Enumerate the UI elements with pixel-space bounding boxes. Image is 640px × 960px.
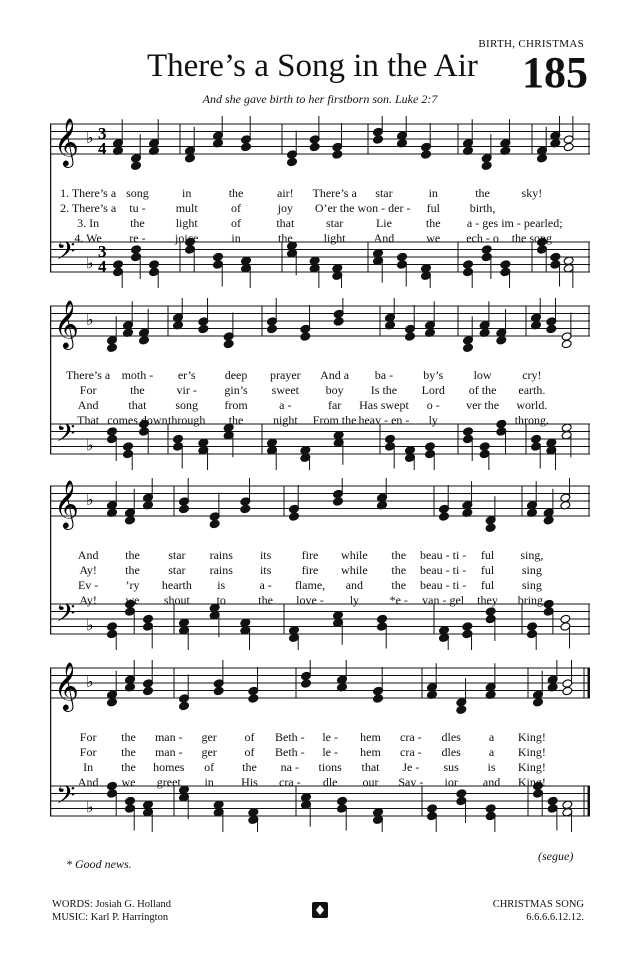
lyric-syllable: There’s a — [312, 186, 357, 200]
lyric-syllable: cra - — [279, 775, 301, 789]
lyric-syllable: er’s — [177, 368, 196, 382]
meter: 6.6.6.6.12.12. — [526, 912, 584, 923]
lyric-syllable: a — [488, 745, 495, 759]
lyric-line-verse-1 — [52, 186, 568, 201]
svg-text:3: 3 — [98, 124, 107, 143]
lyric-syllable: flame, — [294, 578, 326, 592]
lyric-syllable: love - — [296, 593, 324, 607]
lyric-syllable: a - — [279, 398, 292, 412]
lyric-syllable: star — [168, 563, 186, 577]
lyric-syllable: ful — [480, 548, 495, 562]
lyric-syllable: ly — [428, 413, 438, 427]
svg-text:4: 4 — [98, 257, 107, 276]
lyric-syllable: ba - — [374, 368, 394, 382]
lyric-line-verse-3 — [52, 398, 568, 413]
hymn-number: 185 — [522, 48, 588, 97]
lyric-syllable: beau - ti - — [419, 563, 467, 577]
lyric-syllable: and — [345, 578, 364, 592]
lyric-syllable: sky! — [521, 186, 543, 200]
lyric-syllable: van - gel — [422, 593, 465, 607]
lyric-syllable: beau - ti - — [419, 548, 467, 562]
lyric-syllable: of — [244, 730, 255, 744]
lyric-syllable: from — [224, 398, 248, 412]
tune-info — [493, 898, 584, 924]
lyric-syllable: the — [278, 231, 293, 245]
lyric-syllable: boy — [325, 383, 344, 397]
lyric-syllable: gin’s — [224, 383, 248, 397]
lyric-line-verse-2 — [52, 745, 568, 760]
lyric-syllable: the — [391, 563, 407, 577]
lyric-syllable: ly — [349, 593, 360, 607]
lyric-syllable: His — [241, 775, 258, 789]
lyric-syllable: ver the — [466, 398, 500, 412]
lyric-syllable: light — [323, 231, 346, 245]
lyric-syllable: Je - — [402, 760, 420, 774]
lyric-syllable: sing — [521, 578, 542, 592]
lyric-syllable: the — [125, 563, 140, 577]
lyric-syllable: cra - — [400, 730, 422, 744]
lyric-line-verse-2 — [52, 383, 568, 398]
lyric-syllable: na - — [280, 760, 299, 774]
lyric-syllable: star — [375, 186, 393, 200]
lyric-syllable: the — [121, 745, 136, 759]
lyric-syllable: From the — [312, 413, 357, 427]
lyric-syllable: Lie — [375, 216, 392, 230]
lyric-syllable: a - — [259, 578, 272, 592]
lyric-syllable: the — [121, 730, 136, 744]
lyric-syllable: the — [391, 548, 407, 562]
lyric-syllable: while — [341, 563, 368, 577]
lyric-syllable: star — [168, 548, 186, 562]
lyric-syllable: rains — [209, 548, 233, 562]
lyric-syllable: joice — [175, 231, 199, 245]
lyric-syllable: comes down — [107, 413, 168, 427]
lyric-syllable: ful — [480, 563, 495, 577]
words-credit: WORDS: Josiah G. Holland — [52, 899, 171, 910]
lyric-syllable: Is the — [370, 383, 398, 397]
lyric-syllable: 4. We — [74, 231, 102, 245]
lyric-syllable: earth. — [518, 383, 546, 397]
credits — [52, 898, 171, 924]
lyric-line-verse-4 — [52, 413, 568, 428]
lyric-syllable: of — [244, 745, 255, 759]
lyric-syllable: King! — [517, 760, 546, 774]
lyric-syllable: And — [77, 398, 99, 412]
lyric-syllable: the — [228, 186, 244, 200]
lyric-syllable: that — [361, 760, 380, 774]
lyric-syllable: the — [130, 383, 145, 397]
lyric-syllable: air! — [277, 186, 294, 200]
lyric-syllable: the — [121, 760, 136, 774]
lyric-syllable: ger — [201, 745, 217, 759]
lyric-syllable: cry! — [522, 368, 542, 382]
lyric-syllable: to — [216, 593, 226, 607]
lyric-line-verse-4 — [52, 775, 568, 790]
lyric-syllable: low — [473, 368, 492, 382]
lyric-syllable: fire — [301, 563, 319, 577]
lyric-syllable: And a — [320, 368, 350, 382]
tune-name: CHRISTMAS SONG — [492, 899, 584, 910]
lyric-syllable: For — [79, 745, 97, 759]
lyric-syllable: In — [83, 760, 94, 774]
lyric-syllable: sus — [443, 760, 459, 774]
lyric-line-verse-1 — [52, 368, 568, 383]
svg-text:♭: ♭ — [86, 490, 94, 509]
lyric-syllable: the — [228, 413, 244, 427]
treble-clef-icon: 𝄞 — [54, 299, 79, 348]
lyric-syllable: the — [258, 593, 273, 607]
lyric-syllable: Ay! — [79, 593, 97, 607]
lyric-syllable: bring, — [517, 593, 547, 607]
lyric-syllable: And — [77, 548, 99, 562]
lyric-syllable: Sav - — [398, 775, 424, 789]
lyric-syllable: mult — [175, 201, 198, 215]
lyric-line-verse-1 — [52, 548, 568, 563]
lyric-syllable: sing — [521, 563, 542, 577]
lyric-syllable: re - — [129, 231, 146, 245]
lyric-syllable: greet — [156, 775, 181, 789]
lyric-syllable: birth, — [469, 201, 496, 215]
lyric-syllable: King! — [517, 775, 546, 789]
svg-text:♭: ♭ — [86, 253, 94, 273]
lyric-syllable: they — [477, 593, 498, 607]
lyric-syllable: Beth - — [274, 745, 305, 759]
lyric-syllable: 1. There’s a — [60, 186, 117, 200]
lyric-syllable: Lord — [421, 383, 445, 397]
lyric-syllable: hearth — [161, 578, 192, 592]
lyric-syllable: 2. There’s a — [60, 201, 117, 215]
lyric-syllable: and — [482, 775, 501, 789]
lyric-syllable: of the — [468, 383, 497, 397]
lyric-line-verse-2 — [52, 201, 568, 216]
category-label: BIRTH, CHRISTMAS — [478, 38, 584, 50]
lyric-line-verse-4 — [52, 593, 568, 608]
lyric-syllable: heav - en - — [358, 413, 410, 427]
lyric-syllable: Ev - — [77, 578, 99, 592]
svg-text:♭: ♭ — [86, 435, 94, 455]
lyric-syllable: the song — [511, 231, 553, 245]
lyric-syllable: sing, — [520, 548, 544, 562]
lyric-syllable: deep — [224, 368, 248, 382]
lyric-syllable: the — [242, 760, 257, 774]
lyric-syllable: And — [77, 775, 99, 789]
svg-text:3: 3 — [98, 242, 107, 261]
lyric-syllable: light — [175, 216, 198, 230]
lyric-syllable: tions — [318, 760, 342, 774]
footnote: * Good news. — [66, 857, 132, 871]
lyric-syllable: the — [475, 186, 490, 200]
lyric-syllable: joy — [277, 201, 294, 215]
lyric-syllable: sweet — [271, 383, 300, 397]
lyric-syllable: im - pearled; — [501, 216, 563, 230]
lyric-syllable: ger — [201, 730, 217, 744]
lyric-syllable: the — [391, 578, 407, 592]
lyric-syllable: ior — [444, 775, 458, 789]
lyric-syllable: the — [130, 216, 145, 230]
lyric-line-verse-3 — [52, 578, 568, 593]
lyric-syllable: King! — [517, 745, 546, 759]
lyric-syllable: vir - — [176, 383, 197, 397]
lyric-syllable: homes — [153, 760, 185, 774]
lyric-syllable: dles — [441, 745, 461, 759]
lyric-syllable: O’er the — [314, 201, 355, 215]
lyric-syllable: That — [77, 413, 100, 427]
lyric-syllable: throng. — [514, 413, 550, 427]
lyric-syllable: through — [168, 413, 206, 427]
lyric-syllable: the — [125, 548, 140, 562]
lyric-syllable: hem — [360, 745, 381, 759]
lyric-syllable: a — [488, 730, 495, 744]
lyric-syllable: in — [428, 186, 438, 200]
lyric-line-verse-2 — [52, 563, 568, 578]
treble-clef-icon: 𝄞 — [54, 117, 79, 166]
bass-clef-icon: 𝄢 — [56, 781, 76, 816]
lyric-syllable: dles — [441, 730, 461, 744]
lyric-syllable: And — [373, 231, 395, 245]
lyric-syllable: Ay! — [79, 563, 97, 577]
lyric-syllable: its — [259, 563, 272, 577]
lyric-syllable: while — [341, 548, 368, 562]
lyric-syllable: we — [125, 593, 140, 607]
lyric-syllable: a - ges — [466, 216, 499, 230]
lyric-syllable: the — [425, 216, 441, 230]
bass-clef-icon: 𝄢 — [56, 419, 76, 454]
bass-clef-icon: 𝄢 — [56, 237, 76, 272]
svg-text:♭: ♭ — [86, 310, 94, 329]
lyric-syllable: Has swept — [359, 398, 409, 412]
page-ornament-icon — [312, 902, 328, 918]
lyric-syllable: night — [273, 413, 298, 427]
lyric-syllable: in — [182, 186, 192, 200]
lyric-syllable: *e - — [389, 593, 408, 607]
svg-text:♭: ♭ — [86, 672, 94, 691]
lyric-syllable: ful — [480, 578, 495, 592]
lyric-syllable: by’s — [423, 368, 444, 382]
lyric-syllable: of — [204, 760, 215, 774]
lyric-syllable: far — [327, 398, 342, 412]
lyric-syllable: rains — [209, 563, 233, 577]
lyric-syllable: of — [231, 201, 242, 215]
lyric-syllable: dle — [322, 775, 338, 789]
svg-text:♭: ♭ — [86, 797, 94, 817]
lyric-syllable: prayer — [270, 368, 301, 382]
hymn-title: There’s a Song in the Air — [147, 48, 478, 84]
lyric-syllable: ’ry — [125, 578, 140, 592]
lyric-syllable: cra - — [400, 745, 422, 759]
lyric-syllable: is — [217, 578, 226, 592]
svg-text:4: 4 — [98, 139, 107, 158]
lyric-syllable: world. — [516, 398, 548, 412]
lyric-syllable: tu - — [129, 201, 146, 215]
lyric-syllable: le - — [322, 745, 338, 759]
lyric-syllable: For — [79, 730, 97, 744]
lyric-syllable: of — [231, 216, 242, 230]
lyric-syllable: in — [231, 231, 241, 245]
lyric-syllable: won - der - — [357, 201, 411, 215]
lyric-syllable: song — [175, 398, 199, 412]
lyric-syllable: 3. In — [77, 216, 100, 230]
lyric-syllable: fire — [301, 548, 319, 562]
treble-clef-icon: 𝄞 — [54, 661, 79, 710]
treble-clef-icon: 𝄞 — [54, 479, 79, 528]
scripture-epigraph: And she gave birth to her firstborn son. Luke 2:7 — [202, 92, 438, 106]
lyric-syllable: There’s a — [65, 368, 111, 382]
svg-text:♭: ♭ — [86, 128, 94, 147]
lyric-syllable: is — [487, 760, 496, 774]
lyric-syllable: King! — [517, 730, 546, 744]
lyric-syllable: our — [362, 775, 379, 789]
bass-clef-icon: 𝄢 — [56, 599, 76, 634]
lyric-syllable: shout — [163, 593, 190, 607]
lyric-syllable: le - — [322, 730, 338, 744]
lyric-syllable: in — [204, 775, 214, 789]
svg-text:♭: ♭ — [86, 615, 94, 635]
lyric-syllable: For — [79, 383, 97, 397]
lyric-line-verse-1 — [52, 730, 568, 745]
music-credit: MUSIC: Karl P. Harrington — [52, 912, 169, 923]
lyric-syllable: we — [426, 231, 441, 245]
lyric-syllable: that — [276, 216, 295, 230]
lyric-syllable: song — [126, 186, 149, 200]
lyric-line-verse-4 — [52, 231, 568, 246]
lyric-line-verse-3 — [52, 216, 568, 231]
lyric-syllable: that — [128, 398, 147, 412]
lyric-syllable: ful — [426, 201, 440, 215]
lyric-syllable: hem — [360, 730, 381, 744]
lyric-syllable: beau - ti - — [419, 578, 467, 592]
lyric-syllable: man - — [154, 730, 183, 744]
lyric-syllable: we — [121, 775, 136, 789]
lyric-line-verse-3 — [52, 760, 568, 775]
lyric-syllable: moth - — [121, 368, 154, 382]
segue-marking: (segue) — [538, 849, 574, 863]
lyric-syllable: man - — [154, 745, 183, 759]
lyric-syllable: ech - o — [466, 231, 499, 245]
lyric-syllable: star — [325, 216, 344, 230]
lyric-syllable: o - — [426, 398, 440, 412]
lyric-syllable: its — [259, 548, 272, 562]
lyric-syllable: Beth - — [274, 730, 305, 744]
